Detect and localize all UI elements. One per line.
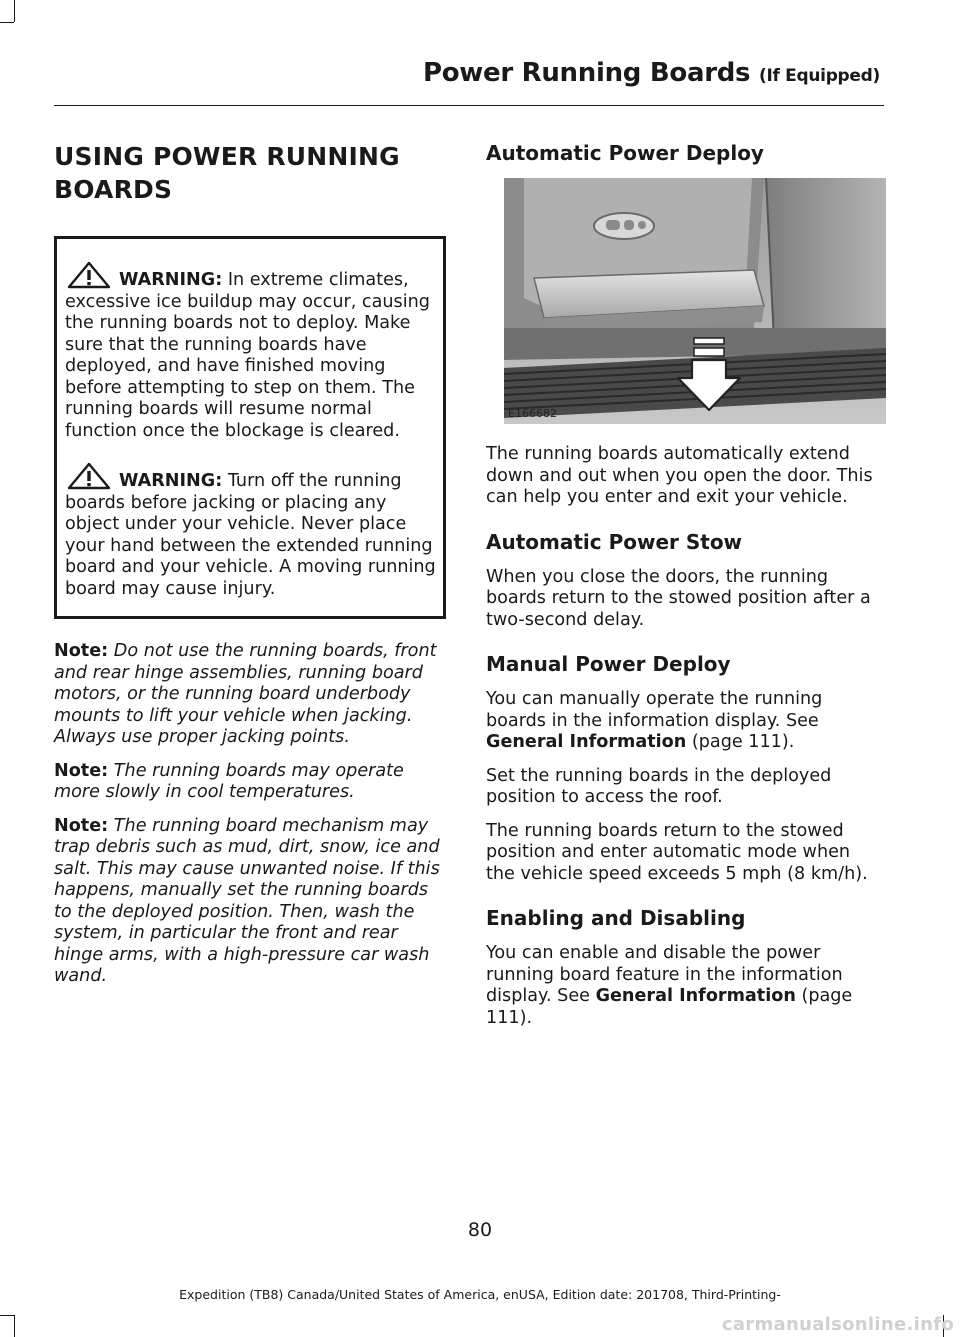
warning-label: WARNING: xyxy=(119,270,223,290)
header-divider xyxy=(54,105,884,106)
crop-mark xyxy=(14,1315,15,1337)
heading-manual-power-deploy: Manual Power Deploy xyxy=(486,652,731,676)
page-title-main: Power Running Boards xyxy=(422,58,751,88)
page-title-subtitle: (If Equipped) xyxy=(758,66,880,86)
stow-paragraph: When you close the doors, the running boards return to the stowed position after a two-second delay. xyxy=(486,566,871,630)
manual-paragraph: The running boards return to the stowed position and enter automatic mode when the vehicle speed exceeds 5 mph (8 km/h). xyxy=(486,820,868,884)
note-text: Do not use the running boards, front and rear hinge assemblies, running board motors, or the running board underbody mounts to lift your vehicle when jacking. Always use proper jacking points. xyxy=(54,641,437,747)
left-column xyxy=(54,140,446,1000)
manual-paragraph: Set the running boards in the deployed position to access the roof. xyxy=(486,765,832,807)
running-board-illustration xyxy=(504,178,886,424)
watermark: carmanualsonline.info xyxy=(721,1314,954,1335)
warning-triangle-icon xyxy=(65,261,113,289)
section-title: USING POWER RUNNING BOARDS xyxy=(54,142,400,204)
crop-mark xyxy=(14,0,15,22)
note-text: The running boards may operate more slowly in cool temperatures. xyxy=(54,760,404,802)
page-title xyxy=(423,58,880,88)
enable-text: You can enable and disable the power running board feature in the information display. See xyxy=(486,943,843,1006)
deploy-paragraph: The running boards automatically extend down and out when you open the door. This can help you enter and exit your vehicle. xyxy=(486,444,873,507)
warning-text: In extreme climates, excessive ice buildup may occur, causing the running boards not to deploy. Make sure that the running boards have deployed, and have finished moving before attempting to step on them. The running boards will resume normal function once the blockage is cleared. xyxy=(65,270,430,441)
manual-text: You can manually operate the running boards in the information display. See xyxy=(486,689,823,731)
page-number: 80 xyxy=(467,1219,493,1241)
warning-triangle-icon xyxy=(65,462,113,490)
note-paragraph xyxy=(54,761,446,804)
note-text: The running board mechanism may trap debris such as mud, dirt, snow, ice and salt. This may cause unwanted noise. If this happens, manually set the running boards to the deployed position. Then, wash the system, in particular the front and rear hinge arms, with a high-pressure car wash wand. xyxy=(54,815,440,986)
note-paragraph xyxy=(54,641,446,749)
general-information-link[interactable]: General Information xyxy=(486,732,687,752)
running-board-photo-icon xyxy=(504,178,886,424)
heading-automatic-power-deploy: Automatic Power Deploy xyxy=(486,141,764,165)
note-paragraph xyxy=(54,816,446,988)
general-information-link[interactable]: General Information xyxy=(595,986,796,1006)
footer-text: Expedition (TB8) Canada/United States of America, enUSA, Edition date: 201708, Third-Printing- xyxy=(179,1287,781,1302)
warning-paragraph xyxy=(65,261,437,442)
manual-paragraph xyxy=(486,689,880,754)
crop-mark xyxy=(0,1315,14,1316)
heading-enabling-disabling: Enabling and Disabling xyxy=(486,906,746,930)
enable-page-ref: (page 111). xyxy=(486,986,853,1028)
note-label: Note: xyxy=(54,641,109,661)
note-label: Note: xyxy=(54,815,109,836)
enable-paragraph xyxy=(486,943,880,1029)
warning-label: WARNING: xyxy=(119,471,223,491)
note-label: Note: xyxy=(54,760,109,781)
warning-text: Turn off the running boards before jacking or placing any object under your vehicle. Never place your hand between the extended running board and your vehicle. A moving running board may cause injury. xyxy=(65,471,436,599)
manual-page-ref: (page 111). xyxy=(686,732,795,752)
heading-automatic-power-stow: Automatic Power Stow xyxy=(486,529,743,554)
warning-paragraph xyxy=(65,462,437,600)
figure-code: E166682 xyxy=(508,407,557,420)
right-column xyxy=(486,140,880,1041)
crop-mark xyxy=(0,22,14,23)
warning-box xyxy=(54,236,446,619)
